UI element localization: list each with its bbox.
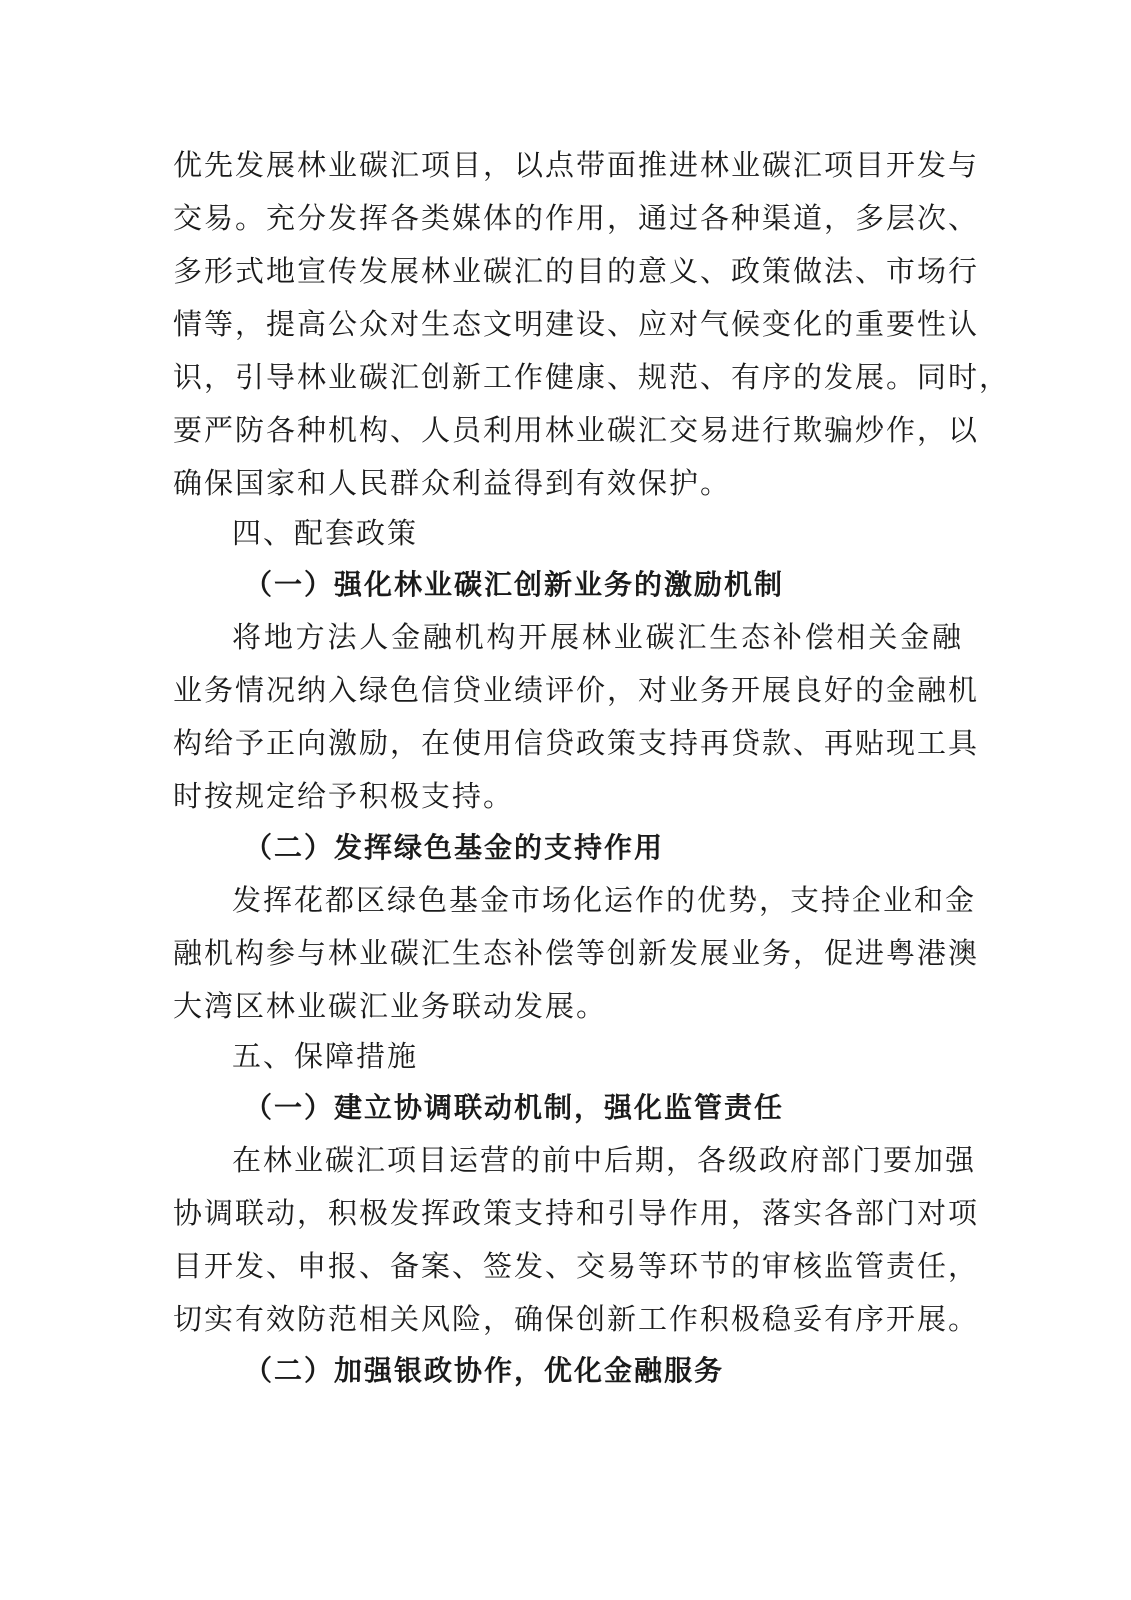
paragraph-line: 要严防各种机构、人员利用林业碳汇交易进行欺骗炒作，以 <box>173 413 980 447</box>
paragraph-line: 交易。充分发挥各类媒体的作用，通过各种渠道，多层次、 <box>173 201 980 235</box>
paragraph-line: 发挥花都区绿色基金市场化运作的优势，支持企业和金 <box>232 883 977 917</box>
paragraph-line: 业务情况纳入绿色信贷业绩评价，对业务开展良好的金融机 <box>173 673 980 707</box>
paragraph-line: 时按规定给予积极支持。 <box>173 779 515 813</box>
paragraph-line: 情等，提高公众对生态文明建设、应对气候变化的重要性认 <box>173 307 980 341</box>
paragraph-line: 识，引导林业碳汇创新工作健康、规范、有序的发展。同时， <box>173 360 1011 394</box>
paragraph-line: 多形式地宣传发展林业碳汇的目的意义、政策做法、市场行 <box>173 254 980 288</box>
paragraph-line: 协调联动，积极发挥政策支持和引导作用，落实各部门对项 <box>173 1196 980 1230</box>
paragraph-line: 大湾区林业碳汇业务联动发展。 <box>173 989 608 1023</box>
section-heading: 四、配套政策 <box>232 516 419 550</box>
paragraph-line: 将地方法人金融机构开展林业碳汇生态补偿相关金融 <box>232 620 963 654</box>
paragraph-line: 融机构参与林业碳汇生态补偿等创新发展业务，促进粤港澳 <box>173 936 980 970</box>
subsection-heading: （一）建立协调联动机制，强化监管责任 <box>244 1091 785 1124</box>
paragraph-line: 目开发、申报、备案、签发、交易等环节的审核监管责任， <box>173 1249 980 1283</box>
subsection-heading: （二）加强银政协作，优化金融服务 <box>244 1354 725 1387</box>
section-heading: 五、保障措施 <box>232 1039 419 1073</box>
subsection-heading: （二）发挥绿色基金的支持作用 <box>244 831 665 864</box>
paragraph-line: 优先发展林业碳汇项目，以点带面推进林业碳汇项目开发与 <box>173 148 980 182</box>
paragraph-line: 确保国家和人民群众利益得到有效保护。 <box>173 466 732 500</box>
paragraph-line: 切实有效防范相关风险，确保创新工作积极稳妥有序开展。 <box>173 1302 980 1336</box>
paragraph-line: 构给予正向激励，在使用信贷政策支持再贷款、再贴现工具 <box>173 726 980 760</box>
paragraph-line: 在林业碳汇项目运营的前中后期，各级政府部门要加强 <box>232 1143 977 1177</box>
subsection-heading: （一）强化林业碳汇创新业务的激励机制 <box>244 568 785 601</box>
